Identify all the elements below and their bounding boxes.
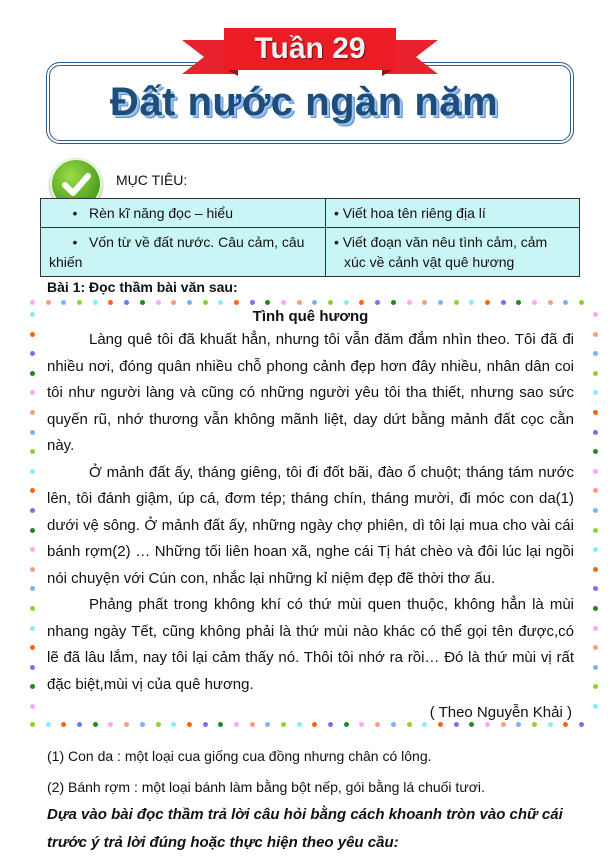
border-dot <box>501 300 506 305</box>
border-dot <box>593 567 598 572</box>
week-label: Tuần 29 <box>254 32 366 65</box>
banner-ribbon <box>224 28 396 70</box>
border-dot <box>124 300 129 305</box>
border-dot <box>30 430 35 435</box>
border-dot <box>46 300 51 305</box>
border-dot <box>30 586 35 591</box>
border-dot <box>30 704 35 709</box>
border-dot <box>187 300 192 305</box>
bullet-icon: • <box>334 234 339 250</box>
border-dot <box>422 300 427 305</box>
border-dot <box>344 300 349 305</box>
checkmark-glyph <box>60 168 92 200</box>
border-dot <box>593 508 598 513</box>
border-dot <box>593 665 598 670</box>
border-dot <box>30 547 35 552</box>
dotted-border-top <box>30 300 595 305</box>
border-dot <box>579 722 584 727</box>
border-dot <box>156 300 161 305</box>
border-dot <box>593 449 598 454</box>
border-dot <box>30 665 35 670</box>
objective-text: Viết đoạn văn nêu tình cảm, cảm xúc về cảnh vật quê hương <box>342 234 548 270</box>
reading-title: Tình quê hương <box>252 308 369 325</box>
objective-text: Viết hoa tên riêng địa lí <box>342 205 486 221</box>
border-dot <box>593 645 598 650</box>
border-dot <box>30 469 35 474</box>
reading-paragraph: Ở mảnh đất ấy, tháng giêng, tôi đi đốt bãi, đào ổ chuột; tháng tám nước lên, tôi đánh giậm, úp cá, đơm tép; tháng chín, tháng mười, đi móc con da(1) dưới vệ sông. Ở mảnh đất ấy, những ngày chợ phiên, dì tôi lại mua cho vài cái bánh rợm(2) … Những tối liên hoan xã, nghe cái Tị hát chèo và đôi lúc lại ngồi nói chuyện với Cún con, nhắc lại những kỉ niệm đẹp đẽ thời thơ ấu. <box>47 463 574 587</box>
reading-passage <box>47 307 574 727</box>
border-dot <box>375 300 380 305</box>
border-dot <box>140 300 145 305</box>
border-dot <box>391 300 396 305</box>
border-dot <box>30 390 35 395</box>
page-title: Đất nước ngàn năm <box>109 80 499 124</box>
border-dot <box>30 312 35 317</box>
border-dot <box>61 300 66 305</box>
reading-source: ( Theo Nguyễn Khải ) <box>429 704 572 721</box>
objectives-label: MỤC TIÊU: <box>116 172 188 188</box>
border-dot <box>593 547 598 552</box>
objective-cell <box>41 228 326 277</box>
border-dot <box>30 645 35 650</box>
footnote: (2) Bánh rợm : một loại bánh làm bằng bột nếp, gói bằng lá chuối tươi. <box>47 779 485 795</box>
border-dot <box>593 606 598 611</box>
border-dot <box>218 300 223 305</box>
border-dot <box>593 488 598 493</box>
border-dot <box>563 300 568 305</box>
border-dot <box>359 300 364 305</box>
dotted-border-left <box>30 312 35 723</box>
border-dot <box>516 300 521 305</box>
objectives-table <box>40 198 580 277</box>
objective-text: Vốn từ về đất nước. Câu cảm, câu khiến <box>49 234 305 270</box>
border-dot <box>532 300 537 305</box>
border-dot <box>438 300 443 305</box>
border-dot <box>171 300 176 305</box>
objectives-row <box>41 228 580 277</box>
border-dot <box>77 300 82 305</box>
objectives-row <box>41 199 580 228</box>
border-dot <box>593 410 598 415</box>
border-dot <box>281 300 286 305</box>
border-dot <box>30 528 35 533</box>
border-dot <box>328 300 333 305</box>
objective-cell <box>41 199 326 228</box>
question-instruction: Dựa vào bài đọc thầm trả lời câu hỏi bằng cách khoanh tròn vào chữ cái trước ý trả lời đúng hoặc thực hiện theo yêu cầu: <box>47 806 563 851</box>
border-dot <box>548 300 553 305</box>
bullet-icon: • <box>72 205 78 221</box>
border-dot <box>593 390 598 395</box>
footnotes <box>47 741 485 803</box>
border-dot <box>407 300 412 305</box>
border-dot <box>30 410 35 415</box>
border-dot <box>30 488 35 493</box>
border-dot <box>250 300 255 305</box>
border-dot <box>593 351 598 356</box>
objective-text: Rèn kĩ năng đọc – hiểu <box>89 205 233 221</box>
border-dot <box>593 586 598 591</box>
border-dot <box>30 332 35 337</box>
border-dot <box>30 449 35 454</box>
border-dot <box>312 300 317 305</box>
border-dot <box>30 567 35 572</box>
border-dot <box>265 300 270 305</box>
border-dot <box>469 300 474 305</box>
border-dot <box>30 351 35 356</box>
footnote: (1) Con da : một loại cua giống cua đồng nhưng chân có lông. <box>47 748 432 764</box>
border-dot <box>30 508 35 513</box>
border-dot <box>108 300 113 305</box>
border-dot <box>454 300 459 305</box>
reading-paragraph: Làng quê tôi đã khuất hẳn, nhưng tôi vẫn đăm đắm nhìn theo. Tôi đã đi nhiều nơi, đóng quân nhiều chỗ phong cảnh đẹp hơn đây nhiều, nhân dân coi tôi như người làng và cũng có những người yêu tôi tha thiết, nhưng sao sức quyến rũ, nhớ thương vẫn không mãnh liệt, day dứt bằng mảnh đất cọc cằn này. <box>47 331 574 454</box>
exercise-heading: Bài 1: Đọc thầm bài văn sau: <box>47 279 238 295</box>
border-dot <box>593 528 598 533</box>
border-dot <box>30 684 35 689</box>
week-banner <box>180 26 440 80</box>
dotted-border-right <box>593 312 598 723</box>
border-dot <box>30 371 35 376</box>
border-dot <box>30 300 35 305</box>
bullet-icon: • <box>72 234 78 250</box>
border-dot <box>93 300 98 305</box>
bullet-icon: • <box>334 205 339 221</box>
border-dot <box>203 300 208 305</box>
border-dot <box>579 300 584 305</box>
border-dot <box>593 684 598 689</box>
border-dot <box>30 626 35 631</box>
border-dot <box>593 469 598 474</box>
border-dot <box>593 371 598 376</box>
border-dot <box>593 332 598 337</box>
border-dot <box>485 300 490 305</box>
border-dot <box>593 312 598 317</box>
objective-cell <box>326 199 580 228</box>
border-dot <box>30 606 35 611</box>
border-dot <box>593 626 598 631</box>
border-dot <box>593 704 598 709</box>
border-dot <box>593 430 598 435</box>
border-dot <box>297 300 302 305</box>
border-dot <box>234 300 239 305</box>
reading-paragraph: Phảng phất trong không khí có thứ mùi quen thuộc, không hẳn là mùi nhang ngày Tết, cũng không phải là thứ mùi nào khác có thể gọi tên được,có lẽ đã lâu lắm, nay tôi lại cảm thấy nó. Thôi tôi nhớ ra rồi… Đó là thứ mùi vị rất đặc biệt,mùi vị của quê hương. <box>47 596 574 693</box>
objective-cell <box>326 228 580 277</box>
